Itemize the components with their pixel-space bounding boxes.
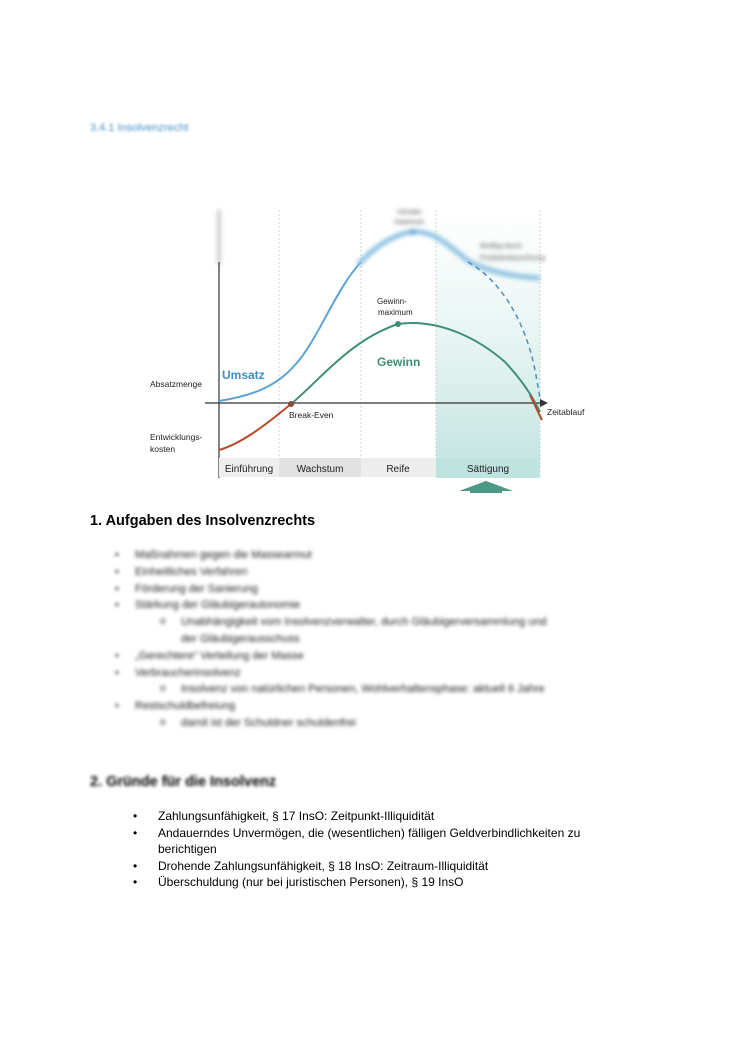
bullet-icon: o [160, 716, 166, 728]
label-absatzmenge: Absatzmenge [150, 379, 202, 389]
phase-label-einfuehrung: Einführung [224, 464, 274, 475]
section1-title: 1. Aufgaben des Insolvenzrechts [90, 513, 316, 529]
label-relaunch-2: Produktrelaunchrung [480, 255, 545, 262]
list-item [0, 874, 464, 891]
list-item-text: „Gerechtere“ Verteilung der Masse [135, 649, 304, 662]
bullet-icon: o [160, 616, 166, 628]
product-lifecycle-diagram [0, 0, 750, 500]
label-entwicklungskosten-2: kosten [150, 444, 176, 454]
list-item-text: Andauerndes Unvermögen, die (wesentlichen) fälligen Geldverbindlichkeiten zu [158, 825, 581, 840]
bullet-icon: o [160, 683, 166, 695]
bullet-icon: • [133, 875, 138, 889]
bullet-icon: • [115, 599, 119, 612]
phase-label-reife: Reife [386, 464, 410, 475]
section2-title: 2. Gründe für die Insolvenz [90, 774, 277, 790]
list-item [0, 841, 422, 858]
list-item-text: Restschuldbefreiung [135, 700, 236, 713]
bullet-icon: • [133, 809, 138, 823]
label-zeitablauf: Zeitablauf [547, 407, 585, 417]
list-item-text: damit ist der Schuldner schuldenfrei [181, 716, 356, 729]
bullet-icon: • [133, 825, 138, 840]
list-item [0, 665, 366, 682]
entwicklungskosten-curve [219, 404, 291, 450]
label-entwicklungskosten-1: Entwicklungs- [150, 432, 203, 442]
bullet-icon: • [115, 582, 119, 595]
break-even-point [288, 401, 294, 407]
list-item [0, 564, 366, 581]
section1-list [0, 547, 547, 732]
label-break-even: Break-Even [289, 410, 334, 420]
list-item-text: Unabhängigkeit vom Insolvenzverwalter, durch Gläubigerversammlung und [181, 616, 547, 629]
umsatzmaximum-point [410, 229, 416, 235]
list-item-text: Drohende Zahlungsunfähigkeit, § 18 InsO: Zeitraum-Illiquidität [158, 858, 489, 873]
list-item [0, 547, 366, 564]
list-item-text: Insolvenz von natürlichen Personen, Wohlverhaltensphase: aktuell 6 Jahre [181, 683, 545, 696]
list-item-text: Verbraucherinsolvenz [135, 666, 241, 679]
bullet-icon: • [115, 565, 119, 578]
list-item [0, 581, 366, 598]
list-item-text: Maßnahmen gegen die Massearmut [135, 549, 312, 561]
label-gewinn: Gewinn [377, 355, 421, 369]
list-item [0, 808, 435, 825]
label-gewinnmaximum-2: maximum [378, 308, 413, 317]
label-umsatzmaximum-1: Umsatz- [397, 209, 424, 216]
label-gewinnmaximum-1: Gewinn- [377, 297, 407, 306]
gewinnmaximum-point [395, 321, 401, 327]
label-relaunch-1: Redlag durch [480, 243, 522, 250]
list-item-text: Förderung der Sanierung [135, 582, 258, 595]
bullet-icon: • [133, 858, 138, 873]
label-umsatz: Umsatz [222, 368, 265, 382]
bullet-icon: • [115, 700, 119, 713]
phase-label-saettigung: Sättigung [466, 464, 510, 475]
list-item [0, 698, 366, 715]
page-heading: 3.4.1 Insolvenzrecht [90, 122, 189, 134]
list-item [0, 858, 489, 875]
section2-list [0, 808, 581, 891]
bullet-icon: • [115, 549, 119, 561]
list-item-text: Einheitliches Verfahren [135, 565, 248, 578]
list-item [0, 631, 366, 648]
list-item [0, 681, 545, 698]
list-item [0, 597, 366, 614]
list-item-text: berichtigen [158, 842, 217, 856]
list-item [0, 648, 366, 665]
list-item [0, 825, 581, 842]
list-item-text: Überschuldung (nur bei juristischen Personen), § 19 InsO [158, 875, 464, 889]
label-umsatzmaximum-2: maximum [394, 219, 425, 226]
bullet-icon: • [115, 666, 119, 679]
saettigung-arrow-base [470, 489, 502, 493]
list-item-text: Stärkung der Gläubigerautonomie [135, 599, 301, 612]
bullet-icon: • [115, 649, 119, 662]
list-item-text: der Gläubigerausschuss [181, 632, 300, 645]
x-axis-arrow [540, 399, 548, 407]
phase-label-wachstum: Wachstum [296, 464, 344, 475]
list-item-text: Zahlungsunfähigkeit, § 17 InsO: Zeitpunkt-Illiquidität [158, 809, 435, 823]
list-item [0, 614, 547, 631]
list-item [0, 715, 366, 732]
